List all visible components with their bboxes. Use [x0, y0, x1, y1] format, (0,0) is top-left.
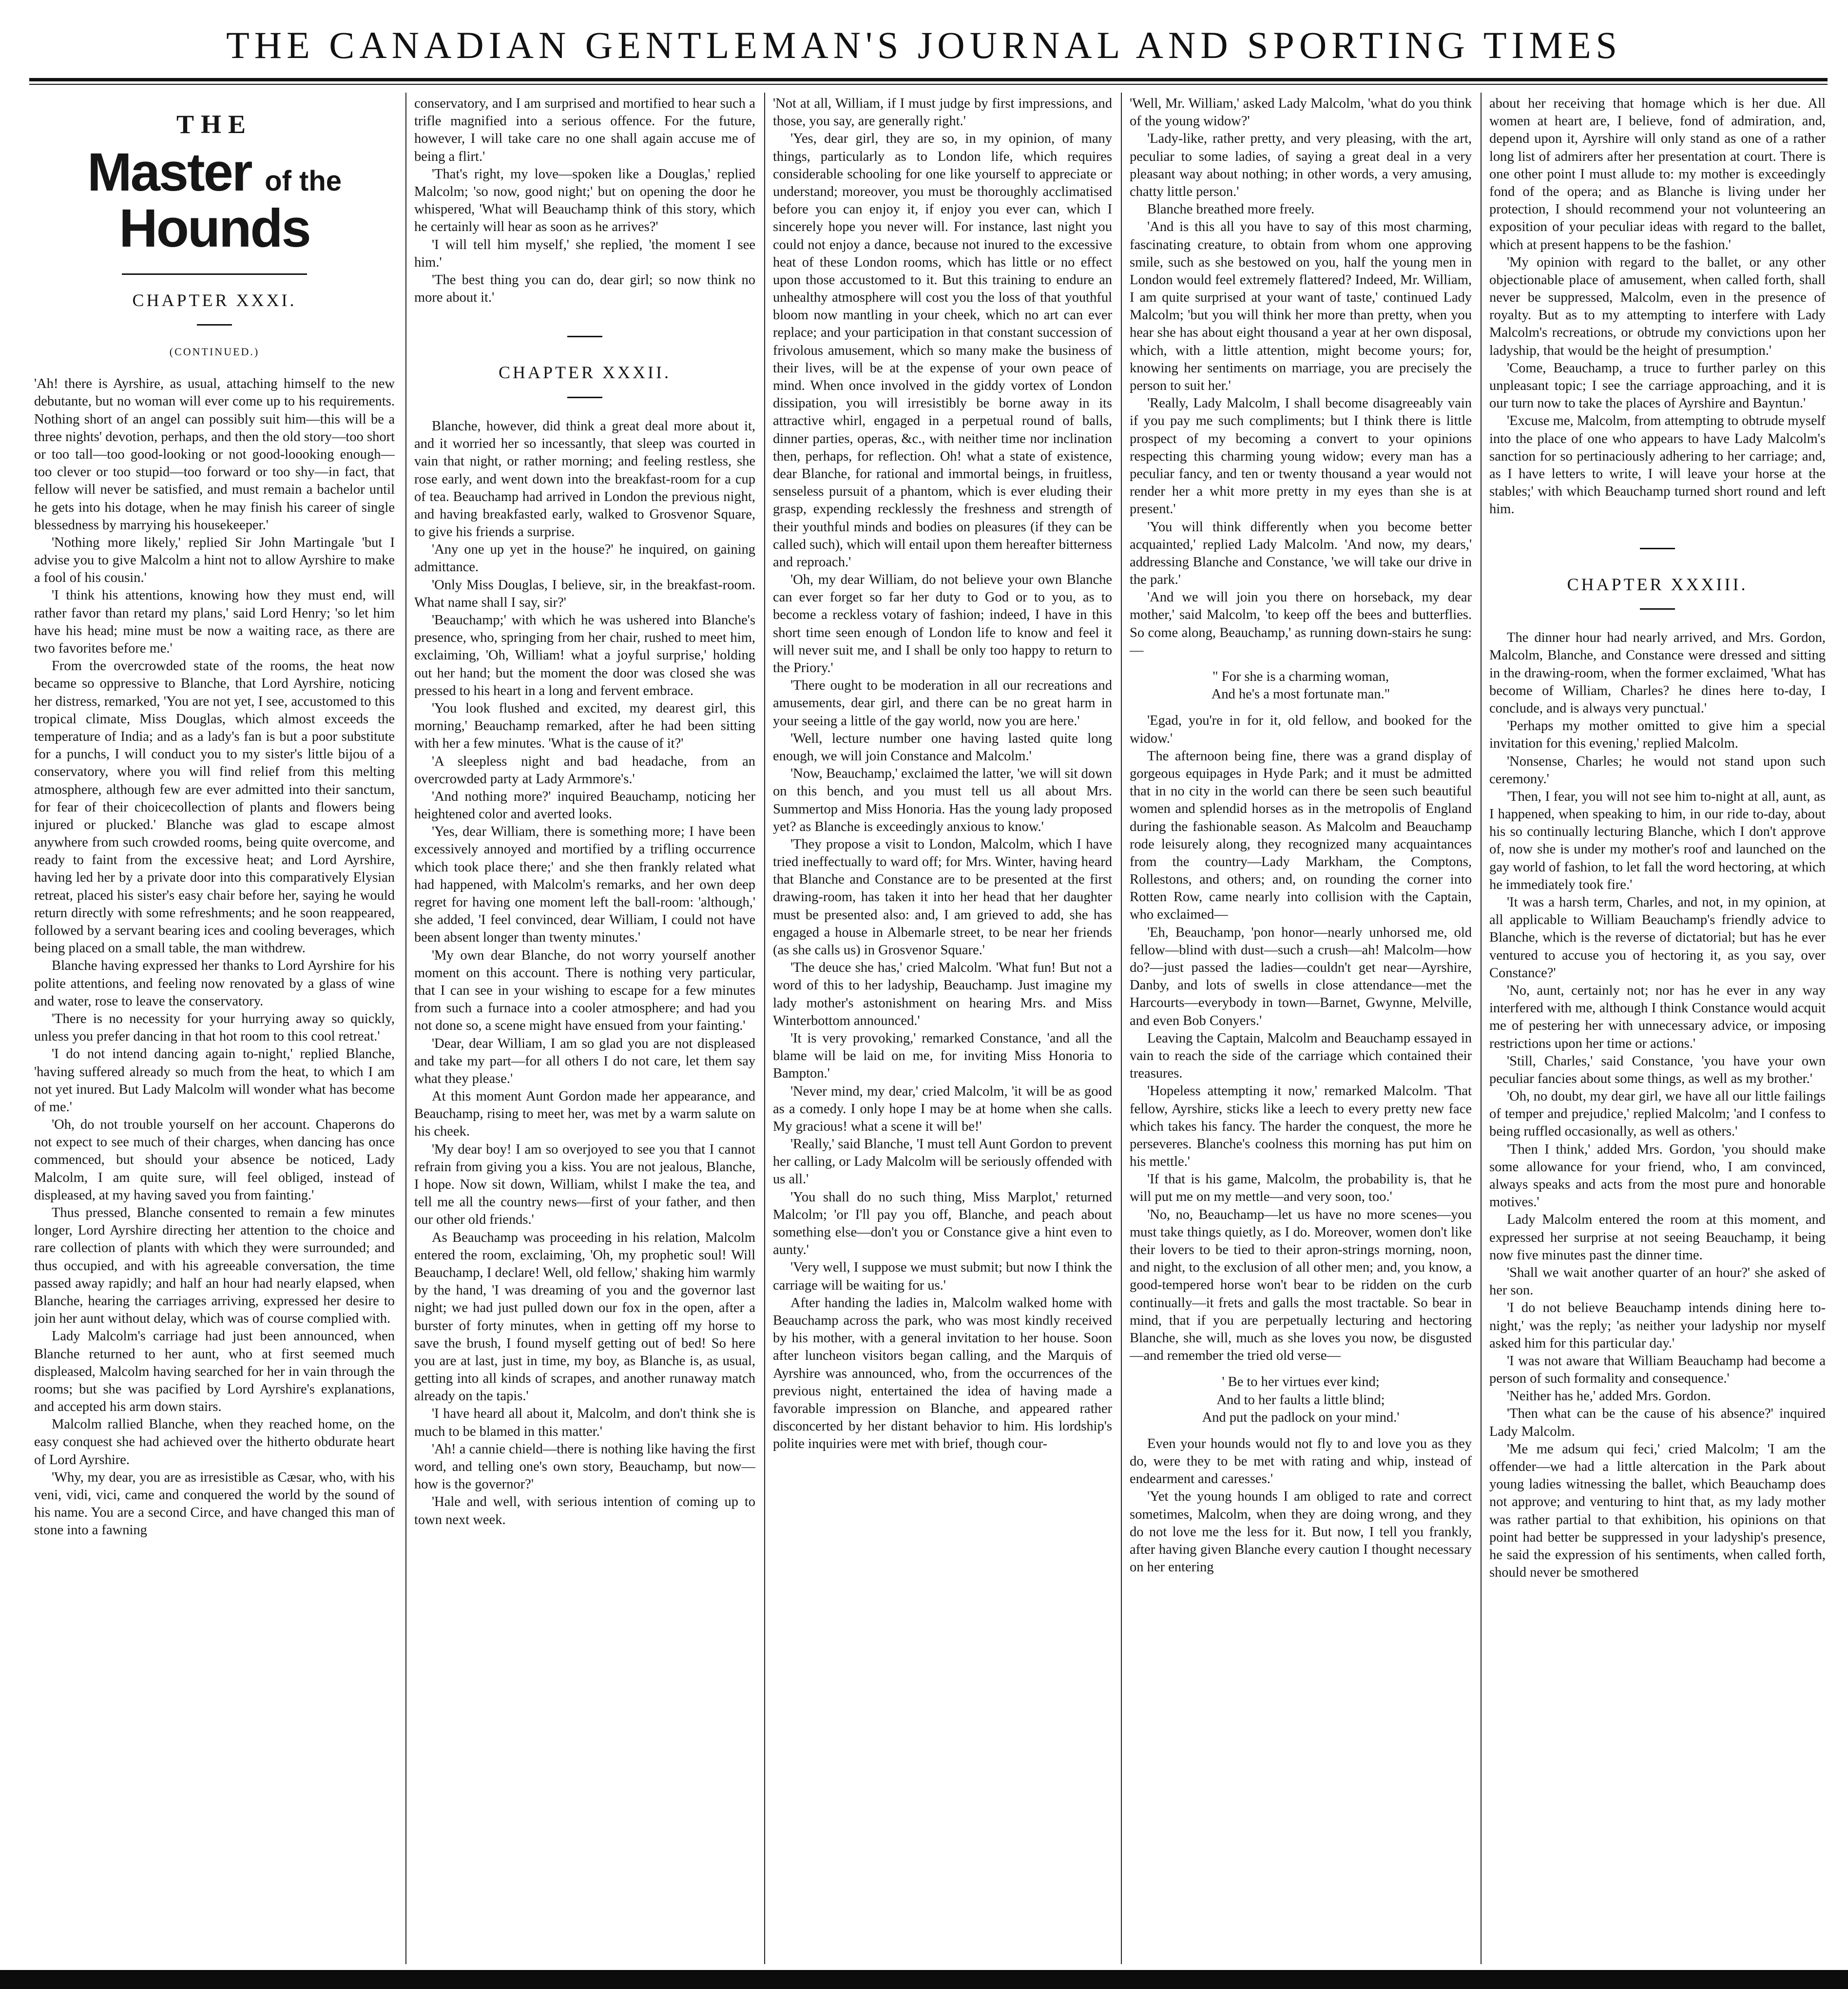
paragraph: As Beauchamp was proceeding in his relation, Malcolm entered the room, exclaiming, 'Oh, my prophetic soul! Will Beauchamp, I declare! Well, old fellow,' shaking him warmly by the hand, 'I was dreaming of you and the governor last night; we had just pulled down our fox in the open, after a burster of forty minutes, when in getting off my horse to save the brush, I found myself getting out of bed! So here you are at last, just in time, my boy, as Blanche is, as usual, getting into all kinds of scrapes, and another runaway match already on the tapis.' [414, 1230, 755, 1404]
verse-line: ' Be to her virtues ever kind; [1222, 1374, 1380, 1390]
paragraph: 'Only Miss Douglas, I believe, sir, in the breakfast-room. What name shall I say, sir?' [414, 577, 755, 610]
verse-line: And he's a most fortunate man." [1211, 687, 1390, 702]
paragraph: 'It is very provoking,' remarked Constance, 'and all the blame will be laid on me, for inviting Miss Honoria to Bampton.' [773, 1030, 1112, 1081]
paragraph: 'And nothing more?' inquired Beauchamp, noticing her heightened color and averted looks. [414, 789, 755, 822]
chapter-heading: CHAPTER XXXIII. [1567, 574, 1748, 594]
paragraph: 'Yet the young hounds I am obliged to rate and correct sometimes, Malcolm, when they are doing wrong, and they do not love me the less for it. But now, I tell you frankly, after having given Blanche every caution I thought necessary on her entering [1130, 1489, 1472, 1575]
paragraph: 'Then, I fear, you will not see him to-night at all, aunt, as I happened, when speaking to him, in our ride to-day, about his so continually lecturing Blanche, which I don't approve of, now she is under my mother's roof and launched on the gay world of fashion, to let fall the word hectoring, at which he immediately took fire.' [1489, 789, 1826, 892]
paragraph: 'I will tell him myself,' she replied, 'the moment I see him.' [414, 237, 755, 270]
story-title-part: Hounds [119, 198, 310, 259]
paragraph: 'I was not aware that William Beauchamp had become a person of such formality and consequence.' [1489, 1353, 1826, 1387]
verse-line: And to her faults a little blind; [1216, 1392, 1385, 1408]
story-title-part: Master [87, 142, 251, 202]
column-divider [405, 93, 406, 1964]
paragraph: 'Oh, do not trouble yourself on her account. Chaperons do not expect to see much of their charges, when dancing has once commenced, but should your absence be noticed, Lady Malcolm, I am quite sure, will feel obliged, instead of displeased, at my having saved you from fainting.' [34, 1117, 395, 1203]
paragraph: After handing the ladies in, Malcolm walked home with Beauchamp across the park, who was most kindly received by his mother, with a general invitation to her house. Soon after luncheon visitors began calling, and the Marquis of Ayrshire was announced, who, from the occurrences of the previous night, entertained the idea of having made a favorable impression on Blanche, and appeared rather disconcerted by her distant behavior to him. His lordship's polite inquiries were met with brief, though cour- [773, 1295, 1112, 1452]
verse-line: " For she is a charming woman, [1212, 669, 1389, 684]
paragraph: 'Nothing more likely,' replied Sir John Martingale 'but I advise you to give Malcolm a hint not to allow Ayrshire to make a fool of his cousin.' [34, 535, 395, 586]
paragraph: 'Hale and well, with serious intention of coming up to town next week. [414, 1494, 755, 1527]
paragraph: From the overcrowded state of the rooms, the heat now became so oppressive to Blanche, that Lord Ayrshire, noticing her distress, remarked, 'You are not yet, I see, accustomed to this tropical climate, Miss Douglas, which almost exceeds the temperature of India; and as a lady's fan is but a poor substitute for a punchs, I will conduct you to my sister's little bijou of a conservatory, where you will find relief from this melting atmosphere, although few are ever admitted into their sanctum, for fear of their choicecollection of plants and flowers being injured or plucked.' Blanche was glad to escape almost anywhere from such crowded rooms, being quite overcome, and ready to faint from the excessive heat; and Lord Ayrshire, having led her by a private door into this comparatively Elysian retreat, placed his sister's easy chair before her, saying he would return directly with some refreshments; and he soon reappeared, followed by a servant bearing ices and cooling beverages, which being placed on a small table, the man withdrew. [34, 658, 395, 956]
chapter-rule [567, 397, 602, 398]
paragraph: 'Me me adsum qui feci,' cried Malcolm; 'I am the offender—we had a little altercation in the Park about young ladies witnessing the ballet, which Beauchamp does not approve; and venturing to hint that, as my lady mother was rather partial to that exhibition, his opinions on that point had better be suppressed in your ladyship's presence, he said the expression of his sentiments, when called forth, should never be smothered [1489, 1441, 1826, 1581]
continued-label: (CONTINUED.) [169, 346, 260, 358]
paragraph: Blanche breathed more freely. [1147, 202, 1315, 217]
chapter-rule [1640, 608, 1675, 610]
paragraph: 'Neither has he,' added Mrs. Gordon. [1507, 1389, 1711, 1404]
paragraph: 'I do not intend dancing again to-night,' replied Blanche, 'having suffered already so much from the heat, to which I am not yet inured. But Lady Malcolm will wonder what has become of me.' [34, 1046, 395, 1115]
paragraph: 'Now, Beauchamp,' exclaimed the latter, 'we will sit down on this bench, and you must tell us all about Mrs. Summertop and Miss Honoria. Has the young lady proposed yet? as Blanche is exceedingly anxious to know.' [773, 766, 1112, 834]
text-column-4 [1130, 95, 1472, 1962]
paragraph: Blanche, however, did think a great deal more about it, and it worried her so incessantly, that sleep was courted in vain that night, or rather morning; and feeling restless, she rose early, and went down into the breakfast-room for a cup of tea. Beauchamp had arrived in London the previous night, and having breakfasted early, walked to Grosvenor Square, to give his friends a surprise. [414, 418, 755, 540]
paragraph: 'Well, lecture number one having lasted quite long enough, we will join Constance and Malcolm.' [773, 731, 1112, 764]
text-column-3 [773, 95, 1112, 1962]
paragraph: 'Well, Mr. William,' asked Lady Malcolm, 'what do you think of the young widow?' [1130, 96, 1472, 129]
paragraph: 'Come, Beauchamp, a truce to further parley on this unpleasant topic; I see the carriage approaching, and it is our turn now to take the places of Ayrshire and Bayntun.' [1489, 360, 1826, 411]
paragraph: 'My dear boy! I am so overjoyed to see you that I cannot refrain from giving you a kiss. You are not jealous, Blanche, I hope. Now sit down, William, whilst I make the tea, and tell me all the country news—first of your father, and then our other old friends.' [414, 1141, 755, 1228]
paragraph: 'If that is his game, Malcolm, the probability is, that he will put me on my mettle—and very soon, too.' [1130, 1172, 1472, 1205]
paragraph: 'I do not believe Beauchamp intends dining here to-night,' was the reply; 'as neither your ladyship nor myself asked him for this particular day.' [1489, 1300, 1826, 1351]
story-title [34, 144, 395, 257]
paragraph: 'Still, Charles,' said Constance, 'you have your own peculiar fancies about some things, as well as my brother.' [1489, 1053, 1826, 1086]
paragraph: 'Oh, no doubt, my dear girl, we have all our little failings of temper and prejudice,' replied Malcolm; 'and I confess to being ruffled occasionally, as well as others.' [1489, 1089, 1826, 1139]
paragraph: 'Dear, dear William, I am so glad you are not displeased and take my part—for all others I do not care, let them say what they please.' [414, 1036, 755, 1086]
story-title-part: of the [265, 165, 342, 197]
chapter-rule [1640, 548, 1675, 549]
paragraph: 'You shall do no such thing, Miss Marplot,' returned Malcolm; 'or I'll pay you off, Blanche, and peach about something else—don't you or Constance give a hint even to aunty.' [773, 1189, 1112, 1258]
text-column-5 [1489, 95, 1826, 1962]
paragraph: 'Never mind, my dear,' cried Malcolm, 'it will be as good as a comedy. I only hope I may be at home when she calls. My gracious! what a scene it will be!' [773, 1083, 1112, 1134]
paragraph: 'And is this all you have to say of this most charming, fascinating creature, to obtain from whom one approving smile, such as she bestowed on you, half the young men in London would feel extremely flattered? Indeed, Mr. William, I am quite surprised at your want of taste,' continued Lady Malcolm; 'but you will think her more than pretty, when you hear she has about eight thousand a year at her own disposal, which, with a little attention, might become yours; for, knowing her sentiments on marriage, you are precisely the person to suit her.' [1130, 219, 1472, 393]
chapter-heading: CHAPTER XXXII. [499, 363, 671, 383]
verse-quote [1130, 1373, 1472, 1427]
paragraph: 'Why, my dear, you are as irresistible as Cæsar, who, with his veni, vidi, vici, came and conquered the world by the sound of his name. You are a second Circe, and have changed this man of stone into a fawning [34, 1469, 395, 1538]
paragraph: 'Then what can be the cause of his absence?' inquired Lady Malcolm. [1489, 1406, 1826, 1439]
column-divider [764, 93, 765, 1964]
page-bottom-edge [0, 1970, 1848, 1989]
paragraph: 'Very well, I suppose we must submit; but now I think the carriage will be waiting for us.' [773, 1260, 1112, 1293]
paragraph: 'You look flushed and excited, my dearest girl, this morning,' Beauchamp remarked, after he had been sitting with her a few minutes. 'What is the cause of it?' [414, 700, 755, 752]
masthead-rule-thin [29, 84, 1828, 85]
text-column-2 [414, 95, 755, 1962]
paragraph: conservatory, and I am surprised and mortified to hear such a trifle magnified into a serious offence. For the future, however, I will take care no one shall again accuse me of being a flirt.' [414, 96, 755, 164]
paragraph: Malcolm rallied Blanche, when they reached home, on the easy conquest she had achieved over the hitherto obdurate heart of Lord Ayrshire. [34, 1417, 395, 1468]
paragraph: about her receiving that homage which is her due. All women at heart are, I believe, fond of admiration, and, depend upon it, Ayrshire will only stand as one of a rather long list of admirers after her presentation at court. There is one other point I must allude to: my mother is exceedingly fond of the opera; and as Blanche is living under her protection, I should recommend your not volunteering an exposition of your peculiar ideas with regard to the ballet, which at present happens to be the fashion.' [1489, 96, 1826, 252]
title-rule [122, 273, 307, 275]
masthead: THE CANADIAN GENTLEMAN'S JOURNAL AND SPORTING TIMES [226, 24, 1622, 66]
paragraph: 'Shall we wait another quarter of an hour?' she asked of her son. [1489, 1265, 1826, 1298]
paragraph: 'A sleepless night and bad headache, from an overcrowded party at Lady Armmore's.' [414, 753, 755, 787]
paragraph: At this moment Aunt Gordon made her appearance, and Beauchamp, rising to meet her, was met by a warm salute on his cheek. [414, 1089, 755, 1139]
text-column-1 [34, 95, 395, 1962]
paragraph: 'Any one up yet in the house?' he inquired, on gaining admittance. [414, 542, 755, 575]
column-divider [1481, 93, 1482, 1964]
paragraph: 'And we will join you there on horseback, my dear mother,' said Malcolm, 'to keep off the bees and butterflies. So come along, Beauchamp,' as running down-stairs he sung:— [1130, 590, 1472, 658]
paragraph: 'Yes, dear girl, they are so, in my opinion, of many things, particularly as to London life, which requires considerable schooling for one like yourself to appreciate or understand; moreover, you must be thoroughly acclimatised before you can enjoy it, if enjoy you ever can, which I sincerely hope you never will. For instance, last night you could not enjoy a dance, because not inured to the excessive heat of these London rooms, which has little or no effect upon those accustomed to it. But this training to endure an unhealthy atmosphere will cost you the loss of that youthful bloom now mantling in your cheek, which no art can ever replace; and your participation in that constant succession of frivolous amusement, which so many make the business of their lives, will be at the expense of your own peace of mind. When once involved in the giddy vortex of London dissipation, you will irresistibly be borne away in its attractive whirl, engaged in a perpetual round of balls, dinner parties, operas, &c., with neither time nor inclination then, perhaps, for reflection. Oh! what a state of existence, dear Blanche, for rational and immortal beings, in fruitless, senseless pursuit of a phantom, which is ever eluding their grasp, expending recklessly the freshness and strength of their youthful minds and bodies on pleasures (if they can be called such), which will entail upon them hereafter bitterness and reproach.' [773, 131, 1112, 570]
paragraph: 'I think his attentions, knowing how they must end, will rather favor than retard my plans,' said Lord Henry; 'so let him have his head; mine must be now a waiting race, as there are two favorites before me.' [34, 588, 395, 657]
paragraph: Lady Malcolm entered the room at this moment, and expressed her surprise at not seeing Beauchamp, it being now five minutes past the dinner time. [1489, 1212, 1826, 1263]
chapter-rule [197, 324, 232, 326]
paragraph: 'It was a harsh term, Charles, and not, in my opinion, at all applicable to William Beauchamp's friendly advice to Blanche, which is the reverse of dictatorial; but has he ever ventured to accuse you of hectoring it, as you say, over Constance?' [1489, 895, 1826, 981]
paragraph: 'Lady-like, rather pretty, and very pleasing, with the art, peculiar to some ladies, of saying a great deal in a very pleasant way about nothing; in other words, a very amusing, chatty little person.' [1130, 131, 1472, 199]
paragraph: 'Perhaps my mother omitted to give him a special invitation for this evening,' replied Malcolm. [1489, 718, 1826, 752]
paragraph: The afternoon being fine, there was a grand display of gorgeous equipages in Hyde Park; and it must be admitted that in no city in the world can there be seen such beautiful women and splendid horses as in the metropolis of England during the fashionable season. As Malcolm and Beauchamp rode leisurely along, they recognized many acquaintances from the country—Lady Markham, the Comptons, Rollestons, and others; and, on rounding the corner into Rotten Row, came nearly into collision with the Captain, who exclaimed— [1130, 748, 1472, 923]
paragraph: Even your hounds would not fly to and love you as they do, were they to be met with rating and whip, instead of endearment and caresses.' [1130, 1436, 1472, 1487]
series-label: THE [176, 110, 253, 139]
masthead-rule [29, 78, 1828, 81]
paragraph: Lady Malcolm's carriage had just been announced, when Blanche returned to her aunt, who at first seemed much displeased, Malcolm having searched for her in vain through the rooms; but she was pacified by Lord Ayrshire's explanations, and accepted his arm down stairs. [34, 1329, 395, 1415]
paragraph: 'Excuse me, Malcolm, from attempting to obtrude myself into the place of one who appears to have Lady Malcolm's sanction for so pertinaciously adhering to her carriage; and, as I have letters to write, I will leave your horse at the stables;' with which Beauchamp turned short round and left him. [1489, 413, 1826, 517]
paragraph: 'Nonsense, Charles; he would not stand upon such ceremony.' [1489, 753, 1826, 787]
paragraph: Leaving the Captain, Malcolm and Beauchamp essayed in vain to reach the side of the carriage which contained their treasures. [1130, 1030, 1472, 1081]
paragraph: 'Really, Lady Malcolm, I shall become disagreeably vain if you pay me such compliments; but I think there is little prospect of my becoming a convert to your opinions respecting this charming young widow; every man has a peculiar fancy, and ten or twenty thousand a year would not render her a whit more pretty in my eyes than she is at present.' [1130, 396, 1472, 517]
paragraph: 'Ah! there is Ayrshire, as usual, attaching himself to the new debutante, but no woman will ever come up to his requirements. Nothing short of an angel can possibly suit him—this will be a three nights' devotion, perhaps, and then the old story—too short or too tall—too good-looking or not good-loooking enough—too clever or too stupid—too forward or too shy—in fact, that fellow will never be satisfied, and must remain a bachelor until he gets into his dotage, when he may finish his career of single blessedness by marrying his housekeeper.' [34, 376, 395, 533]
paragraph: 'Oh, my dear William, do not believe your own Blanche can ever forget so far her duty to God or to you, as to become a reckless votary of fashion; indeed, I have in this short time seen enough of London life to know and feel it will never suit me, and I shall be only too happy to return to the Priory.' [773, 572, 1112, 676]
paragraph: 'That's right, my love—spoken like a Douglas,' replied Malcolm; 'so now, good night;' but on opening the door he whispered, 'What will Beauchamp think of this story, which he certainly will hear as soon as he arrives?' [414, 166, 755, 235]
paragraph: 'They propose a visit to London, Malcolm, which I have tried ineffectually to ward off; for Mrs. Winter, having heard that Blanche and Constance are to be presented at the first drawing-room, has taken it into her head that her daughter must be presented also: and, I am grieved to add, she has engaged a house in Albemarle street, to be near her friends (as she calls us) in Grosvenor Square.' [773, 836, 1112, 958]
column-divider [1121, 93, 1122, 1964]
paragraph: 'No, no, Beauchamp—let us have no more scenes—you must take things quietly, as I do. Moreover, women don't like their lovers to be tied to their apron-strings morning, noon, and night, to the exclusion of all other men; and, you know, a good-tempered horse won't bear to be ridden on the curb continually—it frets and galls the most tractable. So bear in mind, that if you are perpetually lecturing and hectoring Blanche, she will, much as she loves you now, be disgusted—and remember the tried old verse— [1130, 1207, 1472, 1364]
verse-line: And put the padlock on your mind.' [1202, 1410, 1400, 1425]
paragraph: 'Really,' said Blanche, 'I must tell Aunt Gordon to prevent her calling, or Lady Malcolm will be seriously offended with us all.' [773, 1137, 1112, 1187]
paragraph: 'Yes, dear William, there is something more; I have been excessively annoyed and mortified by a trifling occurrence which took place there;' and she then frankly related what had happened, with Malcolm's remarks, and her own deep regret for having one moment left the ball-room: 'although,' she added, 'I feel convinced, dear William, I could not have been absent longer than twenty minutes.' [414, 824, 755, 946]
paragraph: 'Eh, Beauchamp, 'pon honor—nearly unhorsed me, old fellow—blind with dust—such a crush—ah! Malcolm—how do?—just passed the ladies—couldn't get near—Ayrshire, Danby, and lots of swells in close attendance—met the Harcourts—everybody in town—Barnet, Gwynne, Melville, and even Bob Conyers.' [1130, 925, 1472, 1028]
paragraph: The dinner hour had nearly arrived, and Mrs. Gordon, Malcolm, Blanche, and Constance were dressed and sitting in the drawing-room, when the former exclaimed, 'What has become of William, Charles? he dines here to-day, I conclude, and is always very punctual.' [1489, 630, 1826, 716]
paragraph: 'You will think differently when you become better acquainted,' replied Lady Malcolm. 'And now, my dears,' addressing Blanche and Constance, 'we will take our drive in the park.' [1130, 519, 1472, 588]
chapter-heading: CHAPTER XXXI. [132, 290, 297, 310]
chapter-rule [567, 336, 602, 337]
paragraph: 'Beauchamp;' with which he was ushered into Blanche's presence, who, springing from her chair, rushed to meet him, exclaiming, 'Oh, William! what a joyful surprise,' holding out her hand; but the moment the door was closed she was pressed to his heart in a long and fervent embrace. [414, 613, 755, 698]
paragraph: 'My own dear Blanche, do not worry yourself another moment on this account. There is nothing very particular, that I can see in your wishing to escape for a few minutes from such a furnace into a cooler atmosphere; and had you not done so, a scene might have ensued from your fainting.' [414, 947, 755, 1034]
paragraph: 'The best thing you can do, dear girl; so now think no more about it.' [414, 272, 755, 306]
verse-quote [1130, 668, 1472, 703]
paragraph: Blanche having expressed her thanks to Lord Ayrshire for his polite attentions, and feeling now renovated by a glass of wine and water, rose to leave the conservatory. [34, 958, 395, 1009]
paragraph: 'Not at all, William, if I must judge by first impressions, and those, you say, are generally right.' [773, 96, 1112, 129]
paragraph: Thus pressed, Blanche consented to remain a few minutes longer, Lord Ayrshire directing her attention to the choice and rare collection of plants with which they were surrounded; and thus occupied, and with his agreeable conversation, the time passed away rapidly; and half an hour had nearly elapsed, when Blanche, hearing the carriages arriving, expressed her desire to join her aunt without delay, which was of course complied with. [34, 1205, 395, 1327]
paragraph: 'Then I think,' added Mrs. Gordon, 'you should make some allowance for your friend, who, I am convinced, always speaks and acts from the most pure and honorable motives.' [1489, 1141, 1826, 1210]
paragraph: 'Hopeless attempting it now,' remarked Malcolm. 'That fellow, Ayrshire, sticks like a leech to every pretty new face which takes his fancy. The harder the conquest, the more he perseveres. Blanche's coolness this morning has put him on his mettle.' [1130, 1083, 1472, 1170]
paragraph: 'There is no necessity for your hurrying away so quickly, unless you prefer dancing in that hot room to this cool retreat.' [34, 1011, 395, 1044]
paragraph: 'I have heard all about it, Malcolm, and don't think she is much to be blamed in this matter.' [414, 1406, 755, 1439]
paragraph: 'No, aunt, certainly not; nor has he ever in any way interfered with me, although I think Constance would acquit me of pestering her with unnecessary advice, or imposing restrictions upon her time or actions.' [1489, 983, 1826, 1051]
paragraph: 'There ought to be moderation in all our recreations and amusements, dear girl, and there can be no great harm in your seeing a little of the gay world, now you are here.' [773, 678, 1112, 729]
paragraph: 'Egad, you're in for it, old fellow, and booked for the widow.' [1130, 713, 1472, 746]
paragraph: 'My opinion with regard to the ballet, or any other objectionable place of amusement, when called forth, shall never be suppressed, Malcolm, even in the presence of royalty. But as to my attempting to interfere with Lady Malcolm's recreations, or obtrude my convictions upon her ladyship, that would be the height of presumption.' [1489, 254, 1826, 358]
paragraph: 'Ah! a cannie chield—there is nothing like having the first word, and telling one's own story, Beauchamp, but now—how is the governor?' [414, 1441, 755, 1492]
paragraph: 'The deuce she has,' cried Malcolm. 'What fun! But not a word of this to her ladyship, Beauchamp. Just imagine my lady mother's astonishment on hearing Mrs. and Miss Winterbottom announced.' [773, 960, 1112, 1028]
